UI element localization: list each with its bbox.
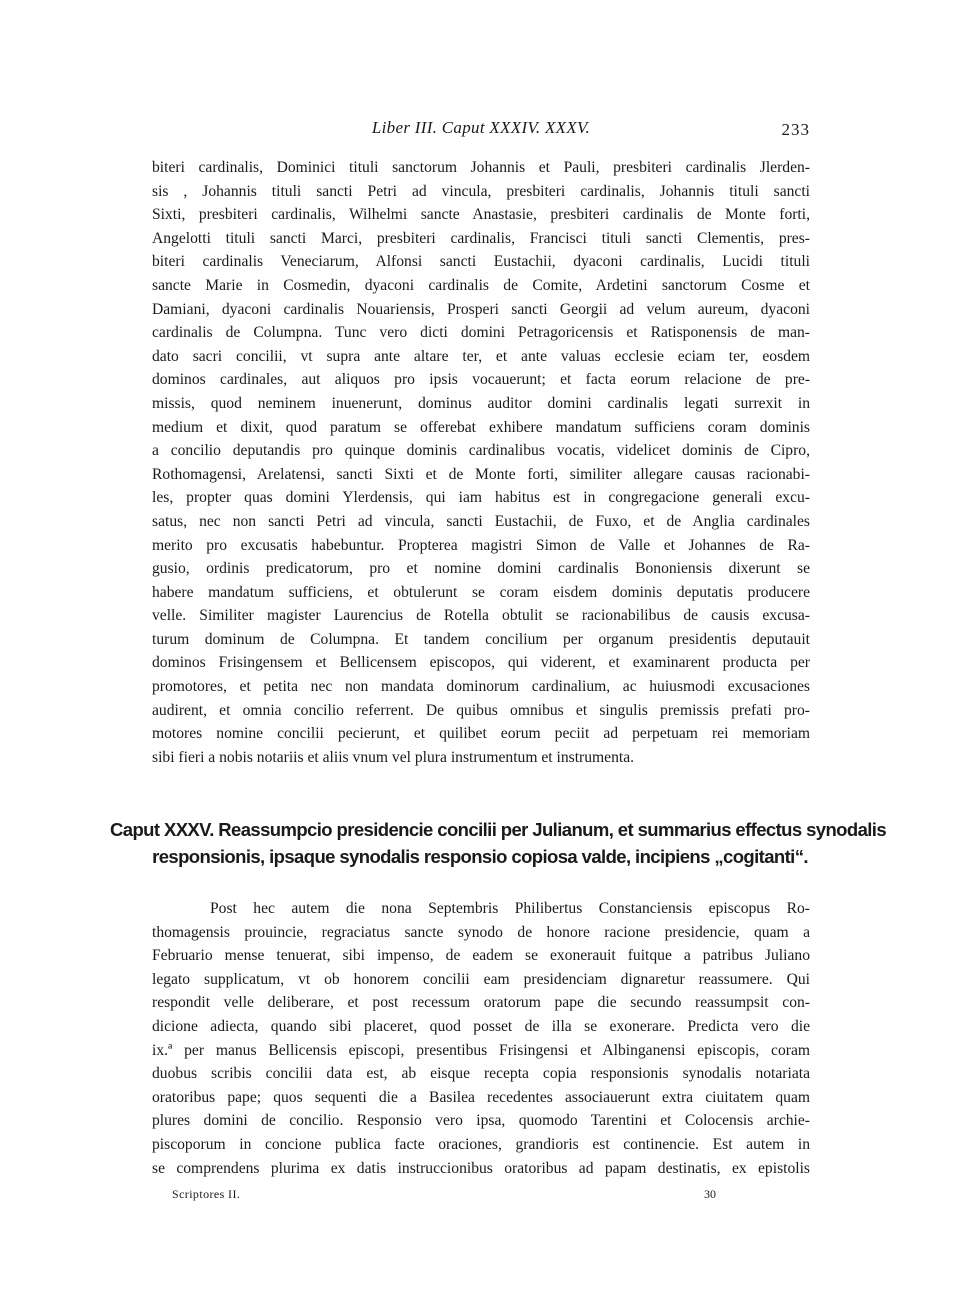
text-line: medium et dixit, quod paratum se offerebat exhibere mandatum sufficiens coram dominis [152, 418, 810, 436]
text-line: biteri cardinalis Veneciarum, Alfonsi sancti Eustachii, dyaconi cardinalis, Lucidi tituli [152, 253, 810, 271]
text-line: habere mandatum sufficiens, et obtulerunt se coram eisdem dominis deputatis producere [152, 583, 810, 601]
text-line: velle. Similiter magister Laurencius de Rotella obtulit se racionabilibus de causis excusa- [152, 607, 810, 625]
running-title: Liber III. Caput XXXIV. XXXV. [371, 118, 591, 137]
text-line: sancte Marie in Cosmedin, dyaconi cardinalis de Comite, Ardetini sanctorum Cosme et [152, 276, 810, 294]
sheet-number: 30 [704, 1187, 716, 1201]
text-line: se comprendens plurima ex datis instruccionibus oratoribus ad papam destinatis, ex epistolis [152, 1159, 810, 1177]
text-line: audirent, et omnia concilio referrent. De quibus omnibus et singulis premissis prefati pro- [152, 701, 810, 719]
text-line: satus, nec non sancti Petri ad vincula, sancti Eustachii, de Fuxo, et de Anglia cardinales [152, 512, 810, 530]
text-line: biteri cardinalis, Dominici tituli sanctorum Johannis et Pauli, presbiteri cardinalis Jlerden- [152, 159, 810, 176]
text-line: legato supplicatum, vt ob honorem concilii eam presidenciam dignaretur reassumere. Qui [152, 970, 810, 988]
text-block-chapter-35 [152, 897, 810, 1180]
text-line: dato sacri concilii, vt supra ante altare ter, et ante valuas ecclesie eciam ter, eosdem [152, 347, 810, 365]
text-line: Angelotti tituli sancti Marci, presbiteri cardinalis, Francisci tituli sancti Clementis, pres- [152, 229, 810, 247]
text-line: Februario mense tenuerat, sibi impenso, de eadem se exonerauit fuitque a patribus Juliano [152, 947, 810, 965]
running-head [152, 118, 810, 144]
text-line: Post hec autem die nona Septembris Philibertus Constanciensis episcopus Ro- [210, 900, 810, 917]
text-line: sis , Johannis tituli sancti Petri ad vincula, presbiteri cardinalis, Johannis tituli sancti [152, 182, 810, 200]
text-line: sibi fieri a nobis notariis et aliis vnum vel plura instrumentum et instrumenta. [152, 748, 635, 766]
text-line: missis, quod neminem inuenerunt, dominus auditor domini cardinalis legati surrexit in [152, 394, 810, 412]
text-line: respondit velle deliberare, et post recessum oratorum pape die secundo reassumpsit con- [152, 994, 810, 1012]
text-block-chapter-34 [152, 156, 810, 769]
text-line: les, propter quas domini Ylerdensis, qui iam habitus est in congregacione generali excu- [152, 489, 810, 507]
text-line: Damiani, dyaconi cardinalis Nouariensis, Prosperi sancti Georgii ad velum aureum, dyaconi [152, 300, 810, 318]
signature-mark: Scriptores II. [172, 1187, 241, 1201]
text-line: a concilio deputandis pro quinque dominis cardinalibus vocatis, videlicet dominis de Cipro, [152, 442, 810, 460]
chapter-heading [110, 816, 887, 870]
page-number: 233 [781, 120, 810, 139]
text-line: ix.ª per manus Bellicensis episcopi, presentibus Frisingensi et Albinganensi episcopis, coram [152, 1041, 810, 1059]
text-line: promotores, et petita nec non mandata dominorum cardinalium, ac huiusmodi excusaciones [152, 678, 810, 696]
text-line: Sixti, presbiteri cardinalis, Wilhelmi sancte Anastasie, presbiteri cardinalis de Monte forti, [152, 206, 810, 224]
text-line: piscoporum in concione publica facte oraciones, grandioris est continencie. Est autem in [152, 1135, 810, 1153]
text-line: motores nomine concilii pecierunt, et quilibet eorum peciit ad perpetuam rei memoriam [152, 725, 810, 743]
text-line: dominos cardinales, aut aliquos pro ipsis vocauerunt; et facta eorum relacione de pre- [152, 371, 810, 389]
text-line: merito pro excusatis habebuntur. Propterea magistri Simon de Valle et Johannes de Ra- [152, 536, 810, 554]
text-line: plures domini de concilio. Responsio vero ipsa, quomodo Tarentini et Colocensis archie- [152, 1112, 810, 1130]
chapter-heading-line: Caput XXXV. Reassumpcio presidencie concilii per Julianum, et summarius effectus synodalis [110, 819, 887, 840]
text-line: Rothomagensi, Arelatensi, sancti Sixti et de Monte forti, similiter allegare causas racionabi- [152, 465, 810, 483]
text-line: oratoribus pape; quos sequenti die a Basilea recedentes associauerunt extra ciuitatem quam [152, 1088, 810, 1106]
page-footer [172, 1187, 732, 1207]
text-line: gusio, ordinis predicatorum, pro et nomine domini cardinalis Bononiensis dixerunt se [152, 560, 810, 578]
text-line: cardinalis de Columpna. Tunc vero dicti domini Petragoricensis et Ratisponensis de man- [152, 324, 810, 342]
text-line: dominos Frisingensem et Bellicensem episcopos, qui viderent, et examinarent producta per [152, 654, 810, 672]
text-line: dicione adiecta, quando sibi placeret, quod posset de illa se exonerare. Predicta vero die [152, 1017, 810, 1035]
chapter-heading-line: responsionis, ipsaque synodalis responsio copiosa valde, incipiens „cogitanti“. [152, 846, 808, 867]
text-line: duobus scribis concilii data est, ab eisque recepta copia responsionis synodalis notariata [152, 1065, 810, 1083]
text-line: thomagensis prouincie, regraciatus sancte synodo de honore racione presidencie, quam a [152, 923, 810, 941]
text-line: turum dominum de Columpna. Et tandem concilium per organum presidentis deputauit [152, 630, 810, 648]
